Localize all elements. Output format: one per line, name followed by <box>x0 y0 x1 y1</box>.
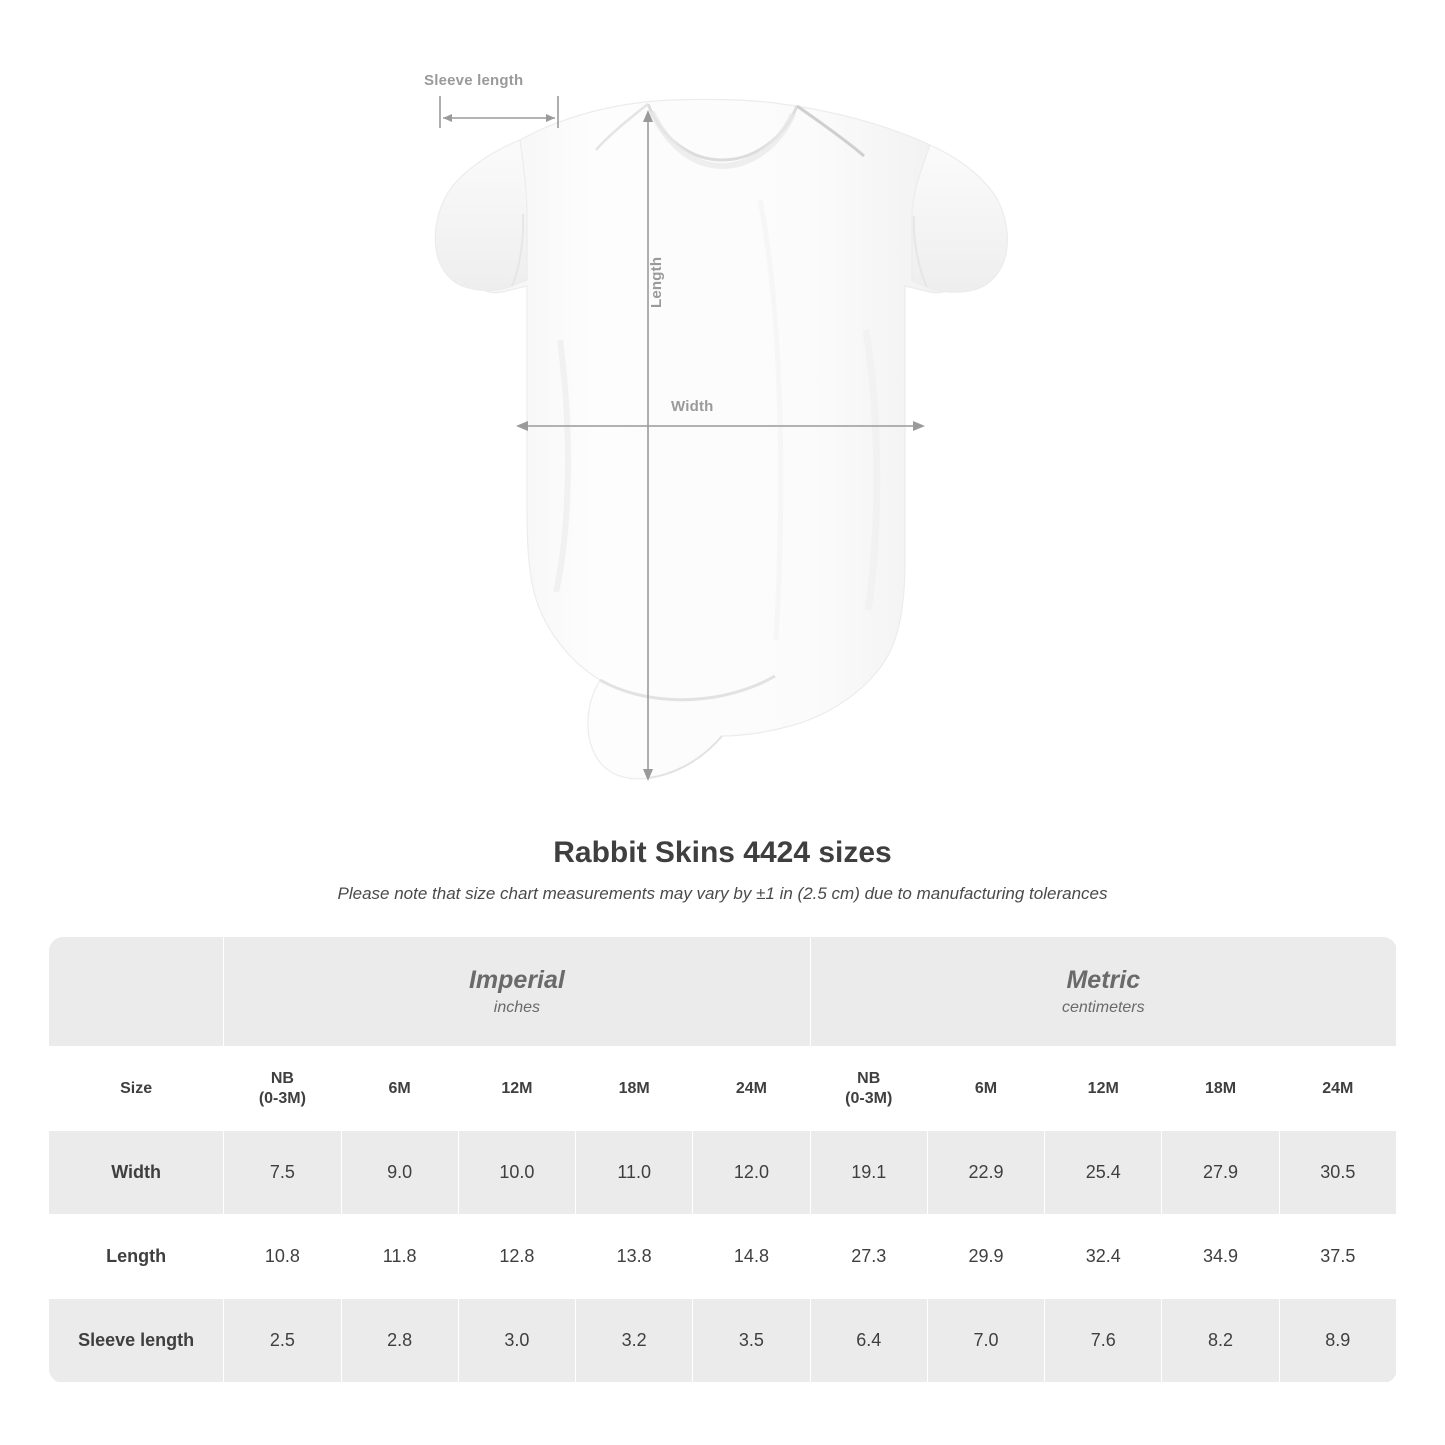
column-header-4: 24M <box>693 1047 810 1131</box>
cell-sleeve-0: 2.5 <box>224 1299 341 1383</box>
cell-length-0: 10.8 <box>224 1215 341 1299</box>
cell-length-3: 13.8 <box>576 1215 693 1299</box>
size-table <box>48 936 1397 1383</box>
cell-sleeve-3: 3.2 <box>576 1299 693 1383</box>
cell-length-8: 34.9 <box>1162 1215 1279 1299</box>
cell-sleeve-9: 8.9 <box>1279 1299 1396 1383</box>
width-arrow-left <box>516 421 528 431</box>
cell-width-0: 7.5 <box>224 1131 341 1215</box>
size-header-row <box>49 1047 1397 1131</box>
unit-group-metric-sub: centimeters <box>1061 998 1145 1016</box>
column-header-0 <box>224 1047 341 1131</box>
cell-width-3: 11.0 <box>576 1131 693 1215</box>
cell-width-1: 9.0 <box>341 1131 458 1215</box>
cell-length-2: 12.8 <box>458 1215 575 1299</box>
column-header-9: 24M <box>1279 1047 1396 1131</box>
column-header-7: 12M <box>1045 1047 1162 1131</box>
sleeve-arrow-right <box>546 114 555 122</box>
page-title: Rabbit Skins 4424 sizes <box>553 836 892 869</box>
row-label-length: Length <box>49 1215 224 1299</box>
length-label: Length <box>648 256 665 308</box>
column-header-0-line1: NB <box>270 1069 294 1087</box>
column-header-8: 18M <box>1162 1047 1279 1131</box>
cell-sleeve-1: 2.8 <box>341 1299 458 1383</box>
cell-sleeve-6: 7.0 <box>927 1299 1044 1383</box>
cell-width-9: 30.5 <box>1279 1131 1396 1215</box>
cell-length-7: 32.4 <box>1045 1215 1162 1299</box>
cell-length-5: 27.3 <box>810 1215 927 1299</box>
bodysuit-body <box>473 99 959 778</box>
cell-width-6: 22.9 <box>927 1131 1044 1215</box>
width-arrow-right <box>913 421 925 431</box>
cell-sleeve-2: 3.0 <box>458 1299 575 1383</box>
cell-sleeve-7: 7.6 <box>1045 1299 1162 1383</box>
cell-width-2: 10.0 <box>458 1131 575 1215</box>
column-header-5 <box>810 1047 927 1131</box>
row-label-sleeve-length: Sleeve length <box>49 1299 224 1383</box>
title-block <box>0 836 1445 904</box>
column-header-0-line2: (0-3M) <box>258 1089 306 1107</box>
column-header-5-line2: (0-3M) <box>845 1089 893 1107</box>
unit-group-imperial-name: Imperial <box>468 966 565 995</box>
column-header-3: 18M <box>576 1047 693 1131</box>
cell-width-8: 27.9 <box>1162 1131 1279 1215</box>
column-header-5-line1: NB <box>857 1069 881 1087</box>
right-sleeve <box>912 145 1007 292</box>
cell-length-1: 11.8 <box>341 1215 458 1299</box>
column-header-1: 6M <box>341 1047 458 1131</box>
size-table-wrapper <box>48 936 1397 1383</box>
cell-width-7: 25.4 <box>1045 1131 1162 1215</box>
width-label: Width <box>671 398 714 415</box>
column-header-2: 12M <box>458 1047 575 1131</box>
column-header-6: 6M <box>927 1047 1044 1131</box>
row-label-width: Width <box>49 1131 224 1215</box>
cell-width-5: 19.1 <box>810 1131 927 1215</box>
cell-sleeve-8: 8.2 <box>1162 1299 1279 1383</box>
left-sleeve <box>435 140 527 291</box>
unit-header-row <box>49 937 1397 1047</box>
unit-group-metric-name: Metric <box>1066 966 1141 995</box>
sleeve-arrow-left <box>443 114 452 122</box>
cell-sleeve-4: 3.5 <box>693 1299 810 1383</box>
size-header-cell: Size <box>49 1047 224 1131</box>
cell-length-6: 29.9 <box>927 1215 1044 1299</box>
tolerance-note: Please note that size chart measurements may vary by ±1 in (2.5 cm) due to manufacturing tolerances <box>337 884 1108 903</box>
sleeve-length-label: Sleeve length <box>424 72 524 89</box>
unit-group-metric <box>810 937 1396 1047</box>
cell-sleeve-5: 6.4 <box>810 1299 927 1383</box>
cell-length-4: 14.8 <box>693 1215 810 1299</box>
unit-group-imperial <box>224 937 810 1047</box>
table-row <box>49 1215 1397 1299</box>
table-row <box>49 1299 1397 1383</box>
cell-length-9: 37.5 <box>1279 1215 1396 1299</box>
unit-group-imperial-sub: inches <box>493 998 541 1016</box>
table-row <box>49 1131 1397 1215</box>
cell-width-4: 12.0 <box>693 1131 810 1215</box>
unit-spacer-cell <box>49 937 224 1047</box>
